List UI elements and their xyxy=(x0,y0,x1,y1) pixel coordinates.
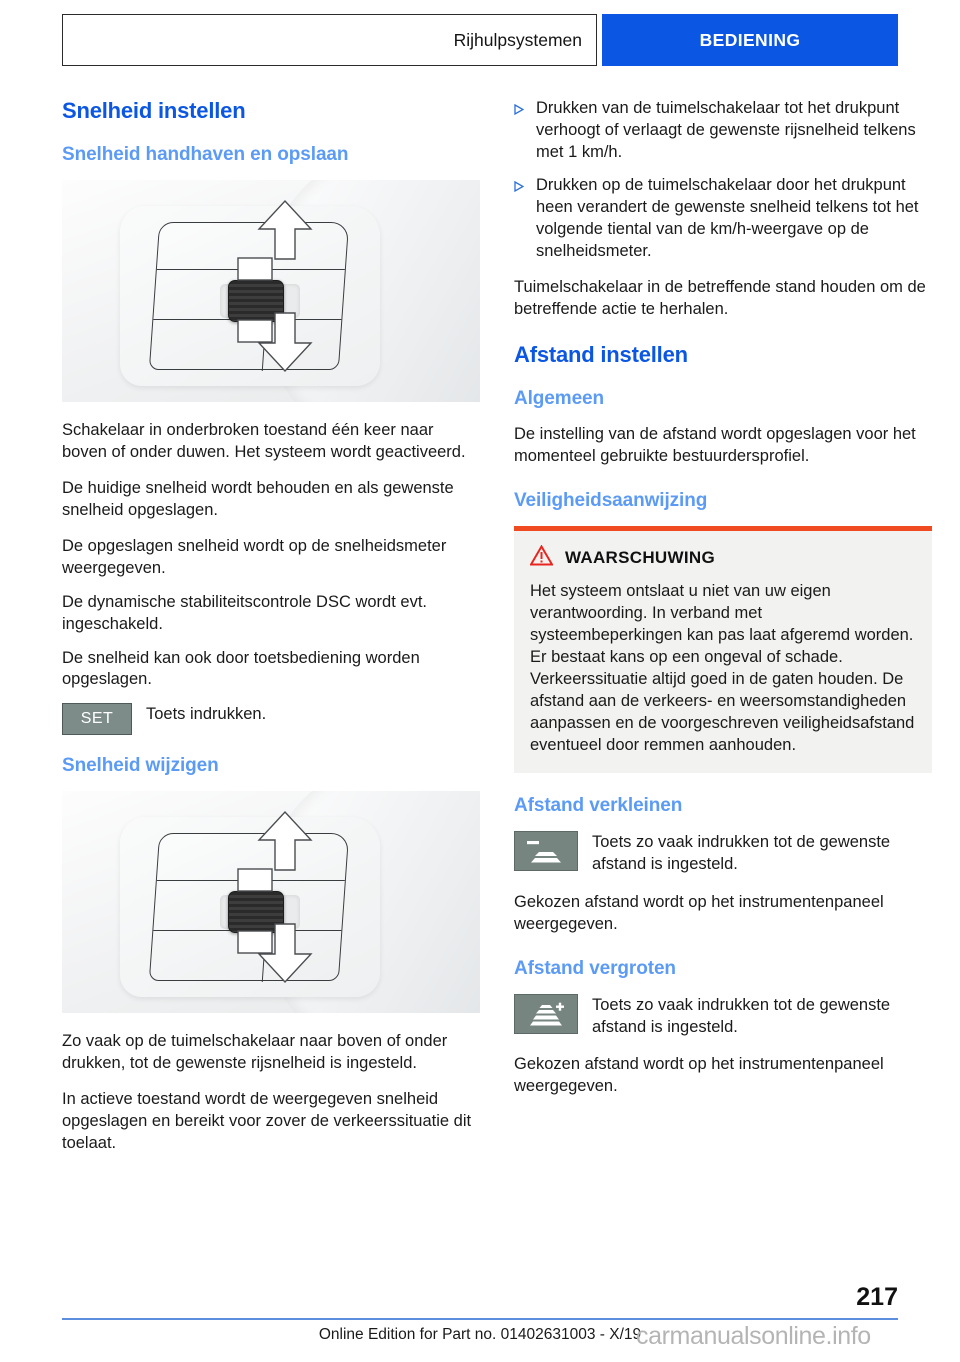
triangle-bullet-icon xyxy=(514,104,524,164)
warning-box xyxy=(514,526,932,773)
photo-steering-wheel-switch-1 xyxy=(62,180,480,402)
distance-decrease-icon xyxy=(514,831,578,871)
distance-increase-row xyxy=(514,994,932,1039)
list-item-text: Drukken van de tuimelschakelaar tot het drukpunt verhoogt of verlaagt de gewenste rijsnelheid telkens met 1 km/h. xyxy=(536,99,916,161)
heading-snelheid-wijzigen: Snelheid wijzigen xyxy=(62,755,219,777)
paragraph: Gekozen afstand wordt op het instrumentenpaneel weergegeven. xyxy=(514,1055,884,1096)
set-button-label: SET xyxy=(80,710,114,728)
footer-edition-text: Online Edition for Part no. 01402631003 - X/19 xyxy=(318,1326,642,1343)
section-label: BEDIENING xyxy=(699,29,801,50)
triangle-bullet-icon xyxy=(514,181,524,263)
distance-decrease-description: Toets zo vaak indrukken tot de gewenste afstand is ingesteld. xyxy=(592,832,891,873)
left-column xyxy=(62,98,480,1169)
list-item-text: Drukken op de tuimelschakelaar door het drukpunt heen verandert de gewenste snelheid telkens tot het volgende tiental van de km/h-weergave op de snelheidsmeter. xyxy=(536,175,919,260)
paragraph: De dynamische stabiliteitscontrole DSC wordt evt. ingeschakeld. xyxy=(62,592,427,633)
up-down-arrow-overlay xyxy=(62,180,480,402)
paragraph: De instelling van de afstand wordt opgeslagen voor het momenteel gebruikte bestuurdersprofiel. xyxy=(514,425,916,466)
breadcrumb xyxy=(62,14,597,66)
heading-algemeen: Algemeen xyxy=(514,388,605,410)
bullet-list xyxy=(514,98,932,263)
list-item xyxy=(514,175,932,263)
distance-increase-icon xyxy=(514,994,578,1034)
page-number: 217 xyxy=(856,1283,898,1311)
page-header xyxy=(62,14,898,66)
list-item xyxy=(514,98,932,164)
footer-divider xyxy=(62,1318,898,1320)
section-badge xyxy=(602,14,898,66)
paragraph: De snelheid kan ook door toetsbediening worden opgeslagen. xyxy=(62,648,420,689)
warning-title: WAARSCHUWING xyxy=(565,548,715,568)
photo-steering-wheel-switch-2 xyxy=(62,791,480,1013)
heading-afstand-verkleinen: Afstand verkleinen xyxy=(514,794,683,816)
set-key-description: Toets indrukken. xyxy=(146,705,267,724)
warning-body: Het systeem ontslaat u niet van uw eigen verantwoording. In verband met systeembeperkingen kan pas laat afgeremd worden. Er bestaat kans op een ongeval of schade. Verkeerssituatie altijd goed in de gaten houden. De afstand aan de verkeers- en weersomstandigheden aanpassen en de voorgeschreven veiligheidsafstand eventueel door remmen aanhouden. xyxy=(530,582,915,754)
paragraph: Gekozen afstand wordt op het instrumentenpaneel weergegeven. xyxy=(514,892,884,933)
breadcrumb-label: Rijhulpsystemen xyxy=(453,29,582,50)
heading-afstand-instellen: Afstand instellen xyxy=(514,342,688,368)
warning-header xyxy=(530,545,916,571)
page-title: Snelheid instellen xyxy=(62,98,246,123)
warning-triangle-icon xyxy=(530,545,553,571)
heading-snelheid-handhaven: Snelheid handhaven en opslaan xyxy=(62,144,349,165)
paragraph: Schakelaar in onderbroken toestand één keer naar boven of onder duwen. Het systeem wordt geactiveerd. xyxy=(62,421,466,461)
right-column xyxy=(514,98,932,1112)
paragraph: De opgeslagen snelheid wordt op de snelheidsmeter weergegeven. xyxy=(62,536,447,577)
distance-increase-description: Toets zo vaak indrukken tot de gewenste afstand is ingesteld. xyxy=(592,995,891,1036)
paragraph: In actieve toestand wordt de weergegeven snelheid opgeslagen en bereikt voor zover de verkeerssituatie dit toelaat. xyxy=(62,1090,472,1153)
heading-afstand-vergroten: Afstand vergroten xyxy=(514,957,676,979)
heading-veiligheidsaanwijzing: Veiligheidsaanwijzing xyxy=(514,490,708,512)
set-button-icon xyxy=(62,703,132,735)
paragraph: De huidige snelheid wordt behouden en als gewenste snelheid opgeslagen. xyxy=(62,478,454,519)
up-down-arrow-overlay xyxy=(62,791,480,1013)
paragraph: Zo vaak op de tuimelschakelaar naar boven of onder drukken, tot de gewenste rijsnelheid is ingesteld. xyxy=(62,1032,448,1073)
set-key-row xyxy=(62,703,480,735)
watermark: carmanualsonline.info xyxy=(636,1322,871,1350)
paragraph: Tuimelschakelaar in de betreffende stand houden om de betreffende actie te herhalen. xyxy=(514,277,926,318)
distance-decrease-row xyxy=(514,831,932,876)
